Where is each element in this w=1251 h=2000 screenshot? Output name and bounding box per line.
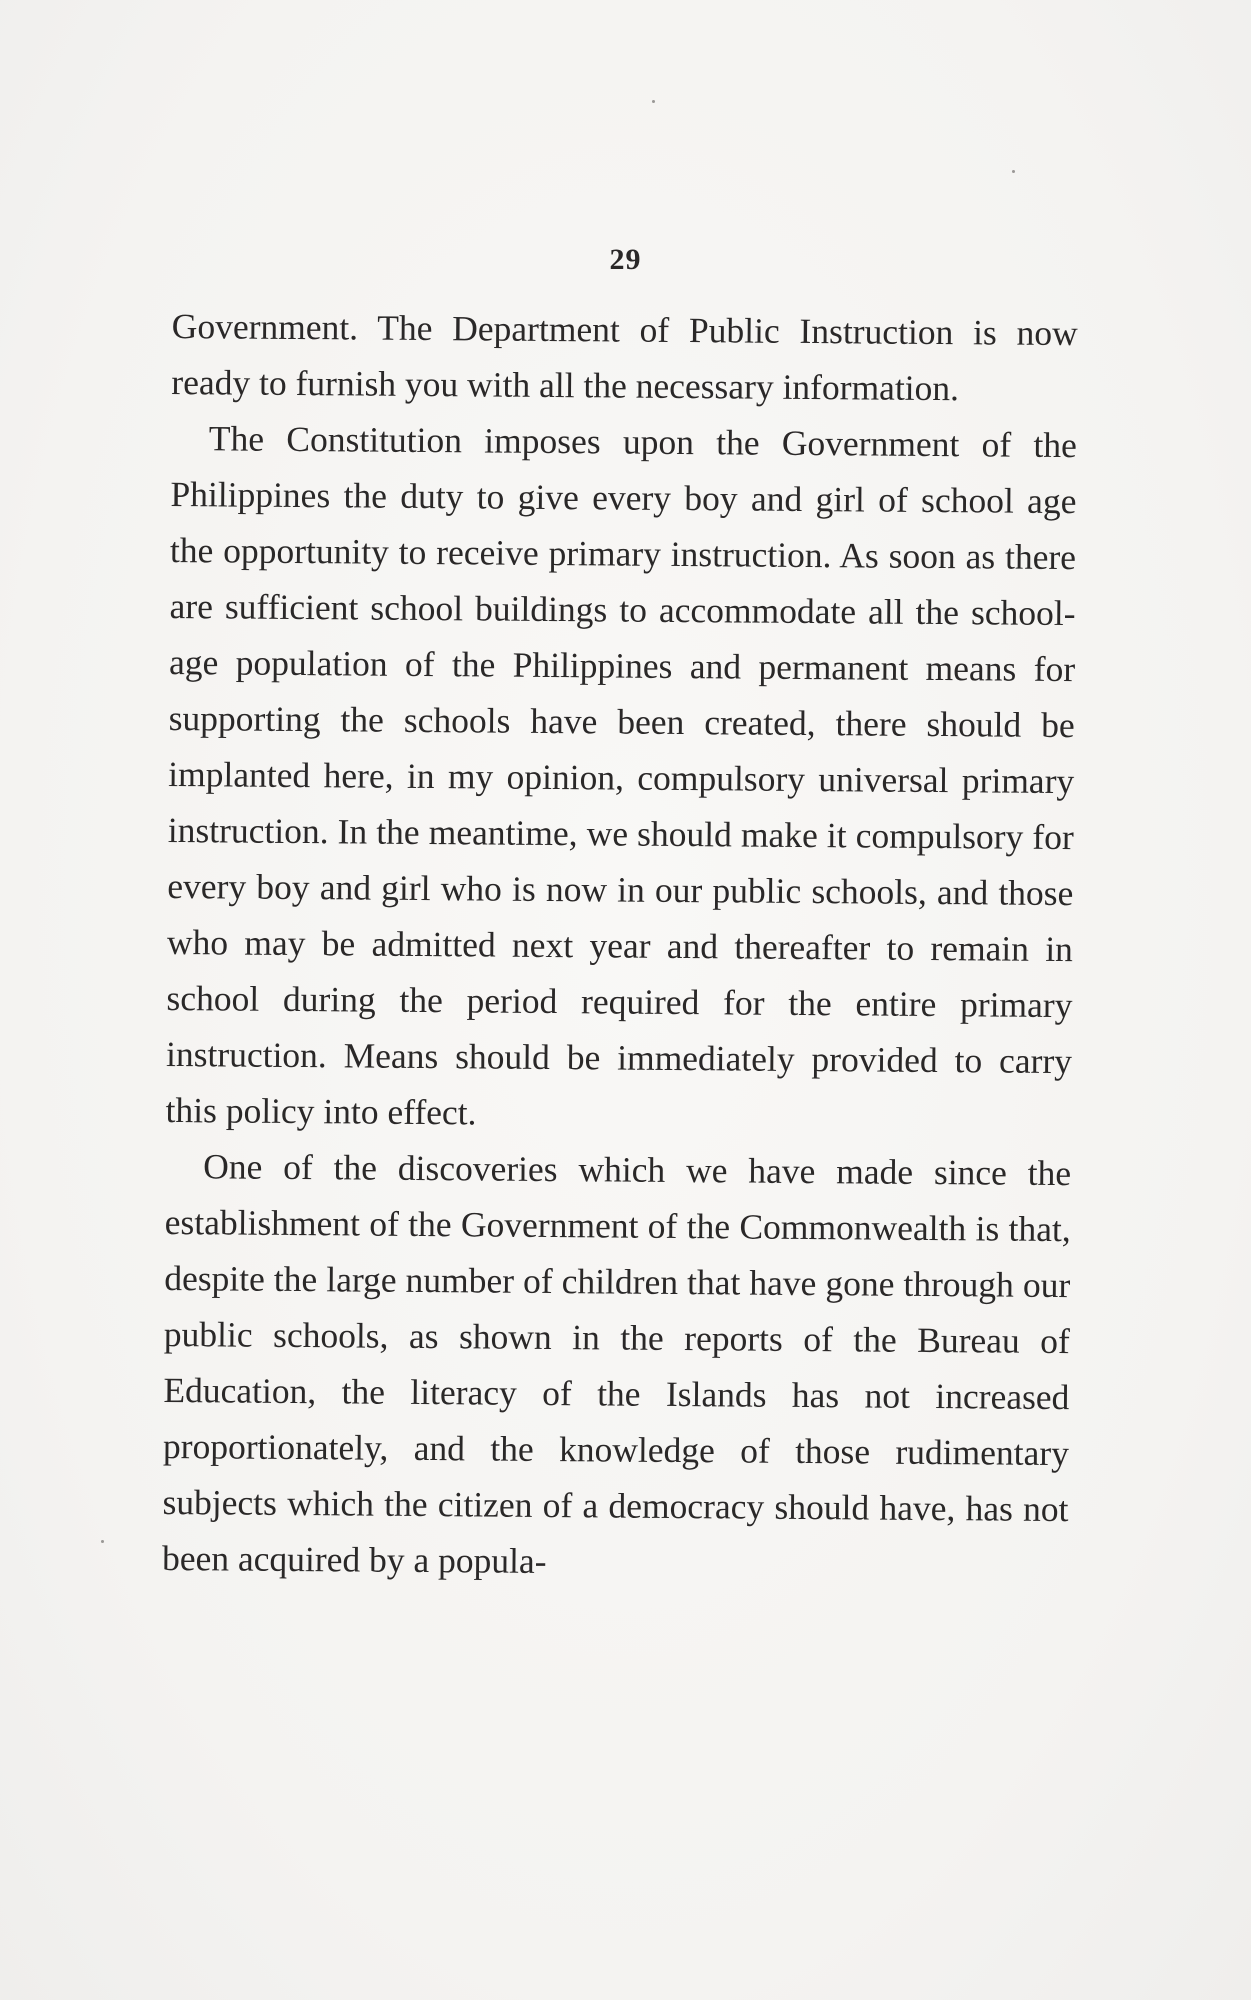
- body-text: [162, 298, 1078, 1593]
- paper-speck: [101, 1540, 104, 1543]
- paragraph-discoveries: One of the discoveries which we have made since the establishment of the Government of the Commonwealth is that, despite the large number of children that have gone through our public schools, as shown in the reports of the Bureau of Education, the literacy of the Islands has not increased proportionately, and the knowledge of those rudimentary subjects which the citizen of a democracy should have, has not been acquired by a popula-: [161, 1146, 1072, 1581]
- paragraph-continuation: Government. The Department of Public Instruction is now ready to furnish you with all the necessary information.: [171, 305, 1078, 409]
- paper-speck: [1012, 170, 1015, 173]
- paragraph-constitution: The Constitution imposes upon the Government of the Philippines the duty to give every boy and girl of school age the opportunity to receive primary instruction. As soon as there are sufficient school buildings to accommodate all the school-age population of the Philippines and permanent means for supporting the schools have been created, there should be implanted here, in my opinion, compulsory universal primary instruction. In the meantime, we should make it compulsory for every boy and girl who is now in our public schools, and those who may be admitted next year and thereafter to remain in school during the period required for the entire primary instruction. Means should be immediately provided to carry this policy into effect.: [165, 418, 1078, 1133]
- paper-speck: [652, 100, 655, 103]
- page-number: 29: [609, 243, 642, 276]
